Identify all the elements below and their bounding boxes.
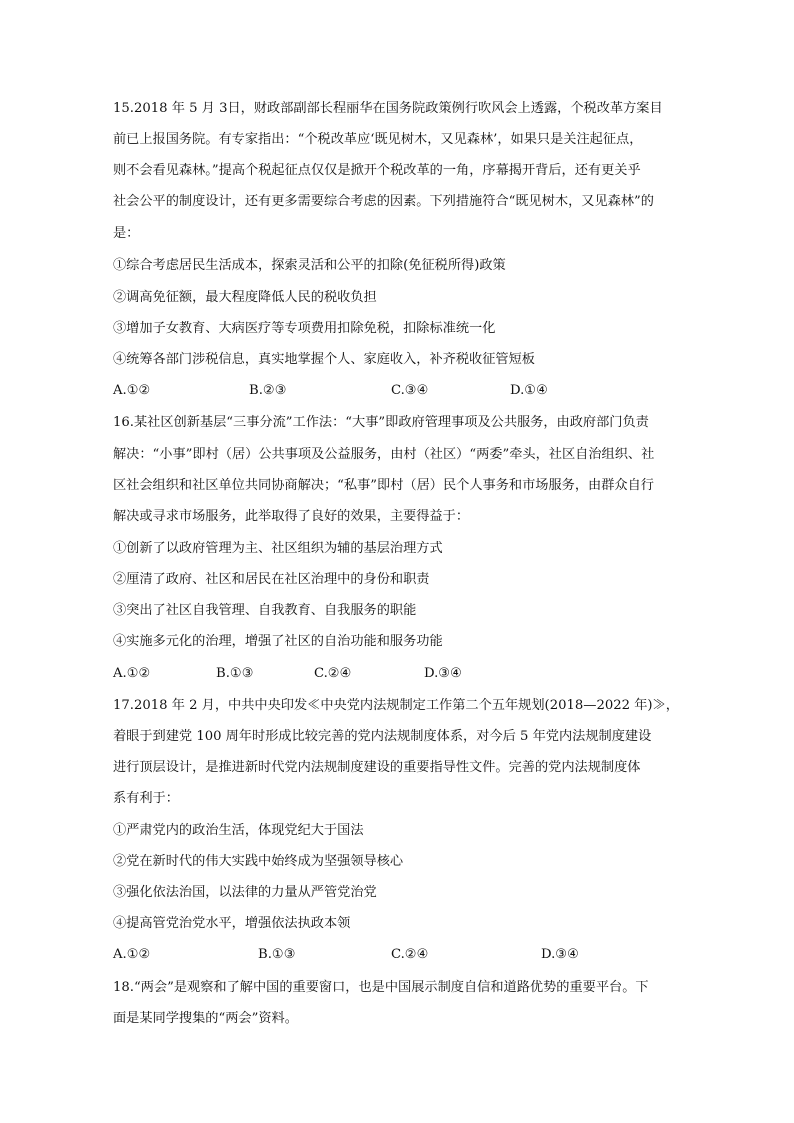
- question-16-option-d: D.③④: [424, 666, 462, 681]
- question-16-item-4: ④实施多元化的治理，增强了社区的自治功能和服务功能: [113, 634, 443, 649]
- question-17-item-3: ③强化依法治国，以法律的力量从严管党治党: [113, 885, 377, 900]
- question-15-stem-line: 是：: [113, 226, 140, 241]
- question-15-stem-line: 15.2018 年 5 月 3日，财政部副部长程丽华在国务院政策例行吹风会上透露，个税改革方案目: [113, 101, 663, 116]
- question-15-item-2: ②调高免征额，最大程度降低人民的税收负担: [113, 290, 377, 305]
- question-18-stem-line: 18.“两会”是观察和了解中国的重要窗口，也是中国展示制度自信和道路优势的重要平台。下: [113, 980, 649, 995]
- question-17-item-4: ④提高管党治党水平，增强依法执政本领: [113, 916, 351, 931]
- question-17-option-d: D.③④: [541, 947, 579, 962]
- question-17-option-a: A.①②: [113, 947, 151, 962]
- question-17-item-1: ①严肃党内的政治生活，体现党纪大于国法: [113, 823, 364, 838]
- question-16-stem-line: 区社会组织和社区单位共同协商解决；“私事”即村（居）民个人事务和市场服务，由群众自行: [113, 478, 654, 493]
- question-15-stem-line: 前已上报国务院。有专家指出：“个税改革应‘既见树木，又见森林’，如果只是关注起征点，: [113, 132, 643, 147]
- question-17-stem-line: 17.2018 年 2 月，中共中央印发≪中央党内法规制定工作第二个五年规划(2018—2022 年)≫，: [113, 698, 679, 713]
- question-17-item-2: ②党在新时代的伟大实践中始终成为坚强领导核心: [113, 854, 404, 869]
- question-17-stem-line: 着眼于到建党 100 周年时形成比较完善的党内法规制度体系，对今后 5 年党内法规制度建设: [113, 729, 652, 744]
- question-15-stem-line: 社会公平的制度设计，还有更多需要综合考虑的因素。下列措施符合“既见树木，又见森林”的: [113, 194, 654, 209]
- question-17-option-c: C.②④: [391, 947, 429, 962]
- question-16-item-1: ①创新了以政府管理为主、社区组织为辅的基层治理方式: [113, 541, 443, 556]
- question-18-stem-line: 面是某同学搜集的“两会”资料。: [113, 1011, 298, 1026]
- question-15-option-d: D.①④: [510, 383, 548, 398]
- question-15-stem-line: 则不会看见森林。”提高个税起征点仅仅是掀开个税改革的一角，序幕揭开背后，还有更关乎: [113, 163, 641, 178]
- question-15-item-4: ④统筹各部门涉税信息，真实地掌握个人、家庭收入，补齐税收征管短板: [113, 352, 535, 367]
- question-17-stem-line: 系有利于：: [113, 791, 179, 806]
- question-16-option-b: B.①③: [216, 666, 254, 681]
- question-16-stem-line: 解决或寻求市场服务，此举取得了良好的效果，主要得益于：: [113, 509, 470, 524]
- question-17-stem-line: 进行顶层设计，是推进新时代党内法规制度建设的重要指导性文件。完善的党内法规制度体: [113, 760, 641, 775]
- question-15-option-b: B.②③: [249, 383, 287, 398]
- question-16-option-a: A.①②: [113, 666, 151, 681]
- question-15-item-1: ①综合考虑居民生活成本，探索灵活和公平的扣除(免征税所得)政策: [113, 258, 506, 273]
- question-16-stem-line: 16.某社区创新基层“三事分流”工作法：“大事”即政府管理事项及公共服务，由政府部门负责: [113, 415, 649, 430]
- question-16-item-3: ③突出了社区自我管理、自我教育、自我服务的职能: [113, 603, 417, 618]
- question-16-stem-line: 解决：“小事”即村（居）公共事项及公益服务，由村（社区）“两委”牵头，社区自治组织、社: [113, 447, 655, 462]
- question-15-option-a: A.①②: [113, 383, 151, 398]
- question-17-option-b: B.①③: [258, 947, 296, 962]
- question-16-option-c: C.②④: [314, 666, 352, 681]
- question-15-option-c: C.③④: [391, 383, 429, 398]
- question-15-item-3: ③增加子女教育、大病医疗等专项费用扣除免税，扣除标准统一化: [113, 321, 496, 336]
- question-16-item-2: ②厘清了政府、社区和居民在社区治理中的身份和职责: [113, 572, 430, 587]
